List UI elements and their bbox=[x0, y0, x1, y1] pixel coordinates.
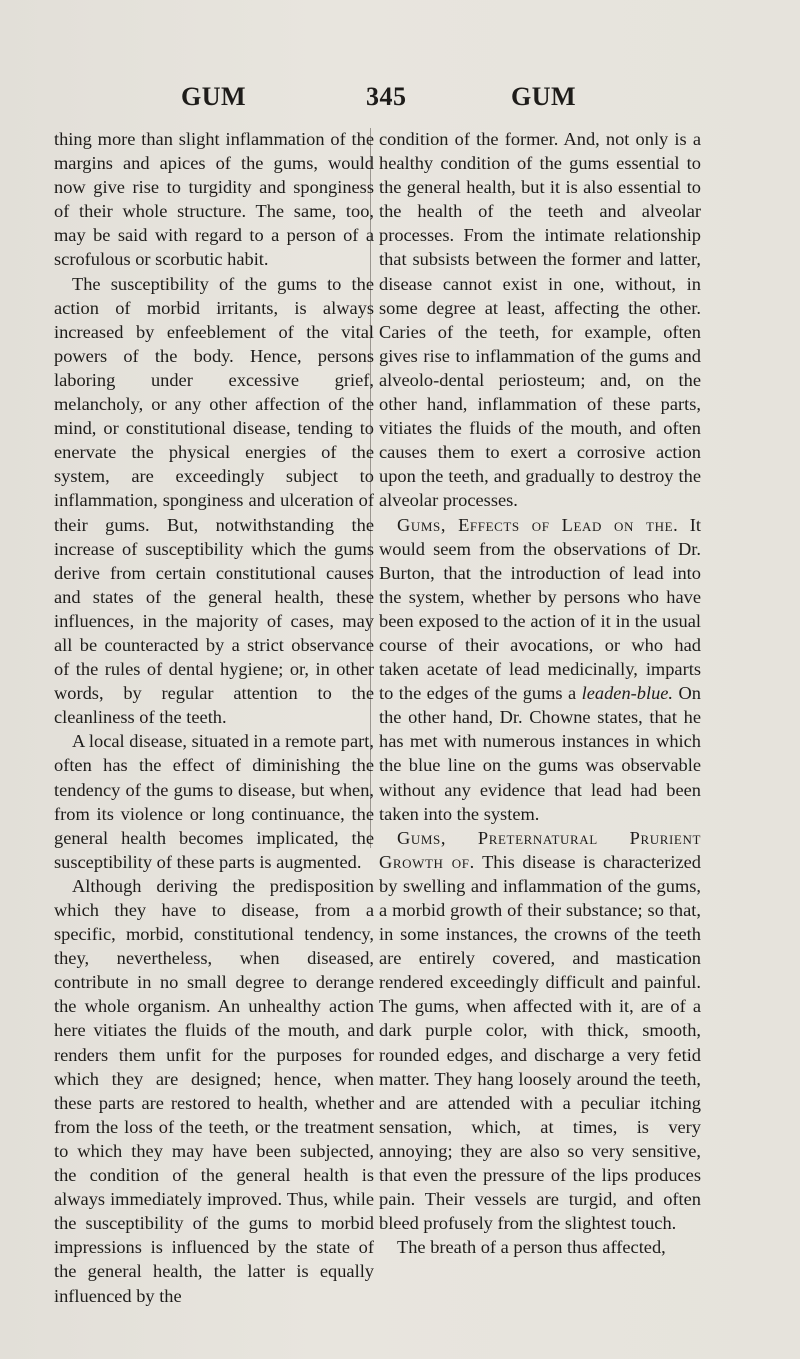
italic-term: leaden-blue. bbox=[581, 683, 674, 704]
entry-text: On the other hand, Dr. Chowne states, that he has met with numerous instances in which the blue line on the gums was observable without any evidence that lead had been taken into the system. bbox=[379, 683, 701, 824]
paragraph: condition of the former. And, not only is a healthy condition of the gums essential to the general health, but it is also essential to the health of the teeth and alveolar processes. From the intimate relationship that subsists between the former and latter, disease cannot exist in one, without, in some degree at least, affecting the other. Caries of the teeth, for example, often gives rise to inflammation of the gums and alveolo-dental periosteum; and, on the other hand, inflammation of these parts, vitiates the fluids of the mouth, and often causes them to exert a corrosive action upon the teeth, and gradually to destroy the alveolar processes. bbox=[379, 129, 701, 511]
entry-text: This disease is characterized by swelling and inflammation of the gums, a morbid growth of their substance; so that, in some instances, the crowns of the teeth are entirely covered, and mastication rendered exceedingly difficult and painful. The gums, when affected with it, are of a dark purple color, with thick, smooth, rounded edges, and discharge a very fetid matter. They hang loosely around the teeth, and are attended with a peculiar itching sensation, which, at times, is very annoying; they are also so very sensitive, that even the pressure of the lips produces pain. Their vessels are turgid, and often bleed profusely from the slightest touch. bbox=[379, 851, 702, 1234]
running-header bbox=[0, 82, 800, 116]
entry-heading: Gums, Preternatural Prurient Growth of. bbox=[379, 827, 701, 872]
left-column bbox=[54, 127, 374, 1308]
header-right-word: GUM bbox=[511, 82, 577, 111]
paragraph: The breath of a person thus affected, bbox=[397, 1237, 666, 1258]
header-left-word: GUM bbox=[181, 82, 247, 111]
right-column bbox=[379, 127, 701, 1259]
paragraph: Although deriving the predisposition which they have to disease, from a specific, morbid, constitutional tendency, they, nevertheless, when diseased, contribute in no small degree to derange the whole organism. An unhealthy action here vitiates the fluids of the mouth, and renders them unfit for the purposes for which they are designed; hence, when these parts are restored to health, whether from the loss of the teeth, or the treatment to which they may have been subjected, the condition of the general health is always immediately improved. Thus, while the susceptibility of the gums to morbid impressions is influenced by the state of the general health, the latter is equally influenced by the bbox=[54, 875, 374, 1306]
entry-prurient-growth bbox=[379, 826, 701, 1236]
entry-heading: Gums, Effects of Lead on the. bbox=[397, 514, 679, 535]
paragraph: A local disease, situated in a remote part, often has the effect of diminishing the tendency of the gums to disease, but when, from its violence or long continuance, the general health becomes implicated, the susceptibility of these parts is augmented. bbox=[54, 731, 374, 872]
page-number: 345 bbox=[366, 82, 407, 111]
entry-lead-on-gums bbox=[379, 513, 701, 826]
entry-text: It would seem from the observations of Dr. Burton, that the introduction of lead into the system, whether by persons who have been exposed to the action of it in the usual course of their avocations, or who had taken acetate of lead medicinally, imparts to the edges of the gums a bbox=[379, 514, 701, 704]
paragraph: The susceptibility of the gums to the action of morbid irritants, is always increased by enfeeblement of the vital powers of the body. Hence, persons laboring under excessive grief, melancholy, or any other affection of the mind, or constitutional disease, tending to enervate the physical energies of the system, are exceedingly subject to inflammation, sponginess and ulceration of their gums. But, notwithstanding the increase of susceptibility which the gums derive from certain constitutional causes and states of the general health, these influences, in the majority of cases, may all be counteracted by a strict observance of the rules of dental hygiene; or, in other words, by regular attention to the cleanliness of the teeth. bbox=[54, 273, 374, 728]
paragraph: thing more than slight inflammation of the margins and apices of the gums, would now give rise to turgidity and sponginess of their whole structure. The same, too, may be said with regard to a person of a scrofulous or scorbutic habit. bbox=[54, 129, 374, 270]
